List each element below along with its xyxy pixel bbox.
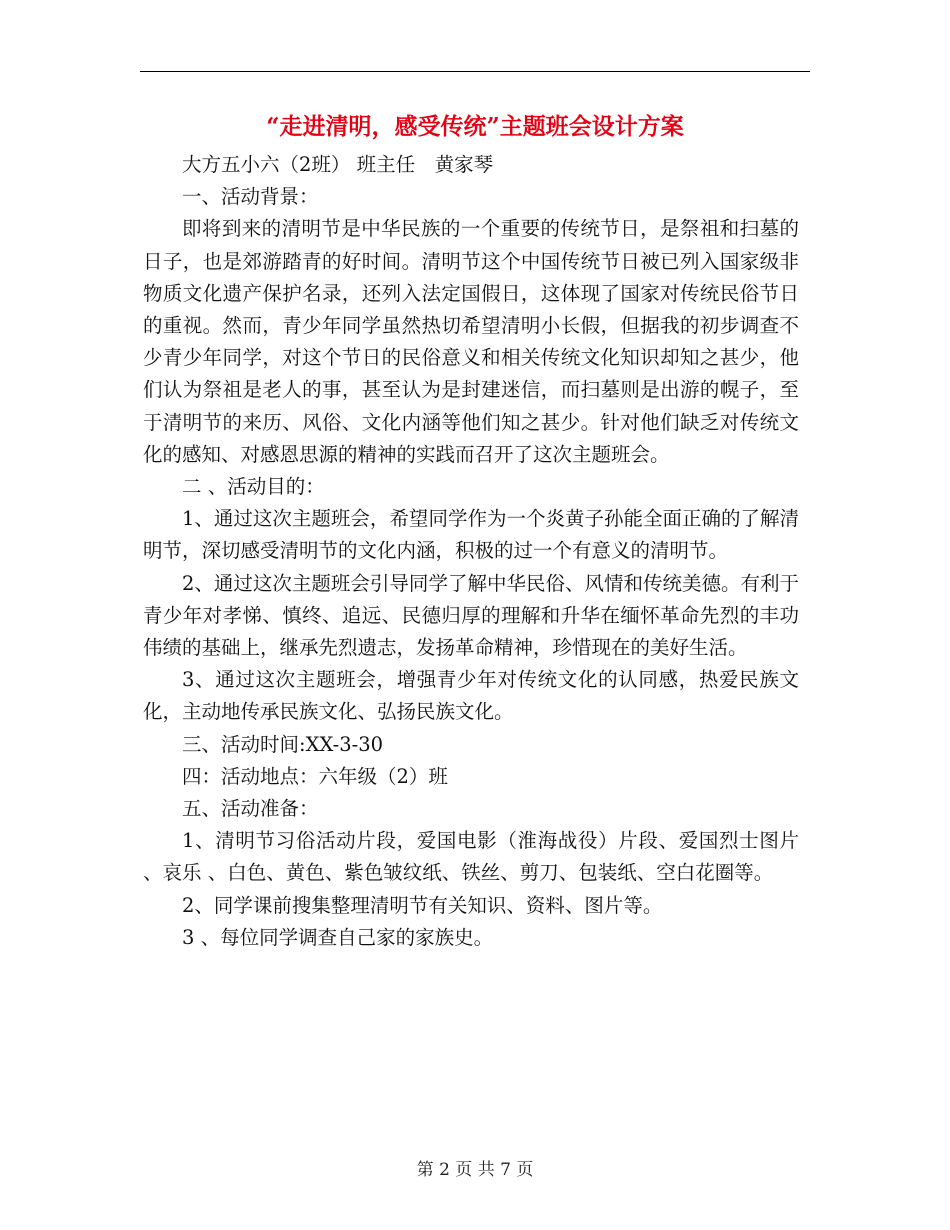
paragraph-purpose-2: 2、通过这次主题班会引导同学了解中华民俗、风情和传统美德。有利于青少年对孝悌、慎终、追远、民德归厚的理解和升华在缅怀革命先烈的丰功伟绩的基础上，继承先烈遗志，发扬革命精神，珍惜现在的美好生活。 bbox=[143, 571, 799, 660]
paragraph-preparation-1: 1、清明节习俗活动片段，爱国电影（淮海战役）片段、爱国烈士图片 、哀乐 、白色、黄色、紫色皱纹纸、铁丝、剪刀、包装纸、空白花圈等。 bbox=[143, 829, 799, 885]
document-title: “走进清明，感受传统”主题班会设计方案 bbox=[266, 113, 684, 140]
section-heading-time: 三、活动时间:XX-3-30 bbox=[182, 732, 384, 756]
paragraph-preparation-2: 2、同学课前搜集整理清明节有关知识、资料、图片等。 bbox=[182, 893, 663, 917]
page-number: 第 2 页 共 7 页 bbox=[416, 1160, 534, 1180]
paragraph-background: 即将到来的清明节是中华民族的一个重要的传统节日，是祭祖和扫墓的日子，也是郊游踏青的好时间。清明节这个中国传统节日被已列入国家级非物质文化遗产保护名录，还列入法定国假日，这体现了国家对传统民俗节日的重视。然而，青少年同学虽然热切希望清明小长假，但据我的初步调查不少青少年同学，对这个节日的民俗意义和相关传统文化知识却知之甚少，他们认为祭祖是老人的事，甚至认为是封建迷信，而扫墓则是出游的幌子，至于清明节的来历、风俗、文化内涵等他们知之甚少。针对他们缺乏对传统文化的感知、对感恩思源的精神的实践而召开了这次主题班会。 bbox=[143, 217, 799, 466]
section-heading-purpose: 二 、活动目的： bbox=[182, 475, 325, 499]
section-heading-background: 一、活动背景： bbox=[182, 185, 319, 209]
author-line: 大方五小六（2班） 班主任 黄家琴 bbox=[182, 153, 494, 176]
paragraph-purpose-1: 1、通过这次主题班会，希望同学作为一个炎黄子孙能全面正确的了解清明节，深切感受清明节的文化内涵，积极的过一个有意义的清明节。 bbox=[143, 507, 799, 563]
paragraph-preparation-3: 3 、每位同学调查自己家的家族史。 bbox=[182, 925, 494, 949]
section-heading-preparation: 五、活动准备： bbox=[182, 797, 319, 821]
paragraph-purpose-3: 3、通过这次主题班会，增强青少年对传统文化的认同感，热爱民族文化，主动地传承民族文化、弘扬民族文化。 bbox=[143, 668, 799, 724]
section-heading-location: 四：活动地点：六年级（2）班 bbox=[182, 764, 448, 788]
header-rule bbox=[140, 71, 810, 72]
document-body bbox=[143, 149, 799, 954]
